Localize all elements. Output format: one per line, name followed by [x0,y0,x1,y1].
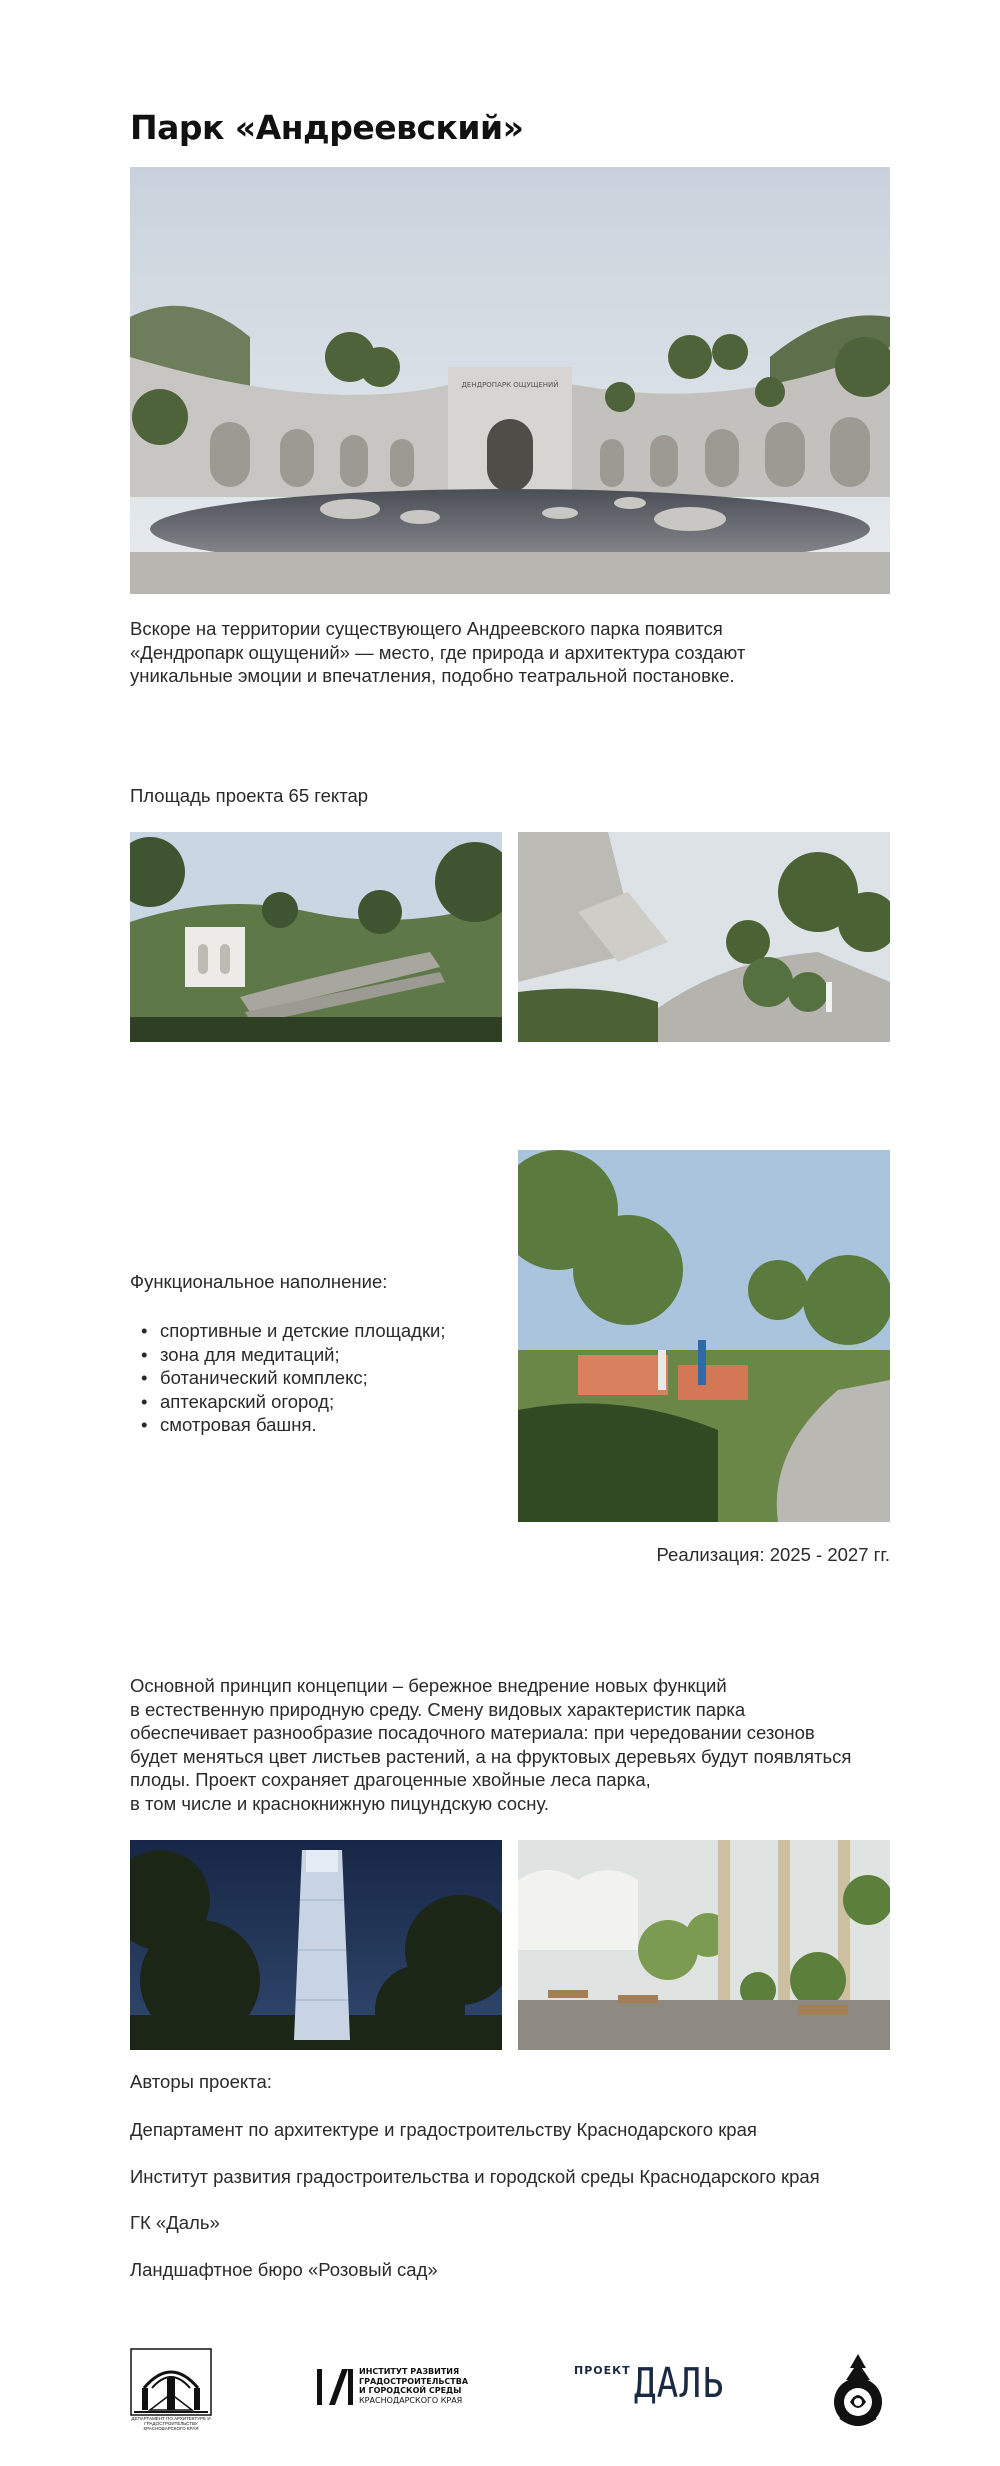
hero-image [130,167,890,594]
proekt-dal-logo-big: ДАЛЬ [634,2360,725,2408]
intro-text: Вскоре на территории существующего Андреевского парка появится «Дендропарк ощущений» — место, где природа и архитектура создают уникальные эмоции и впечатления, подобно театральной постановке. [130,618,746,686]
institute-logo-line: КРАСНОДАРСКОГО КРАЯ [359,2395,463,2405]
author-item: Департамент по архитектуре и градостроительству Краснодарского края [130,2119,757,2140]
institute-logo-line: ИНСТИТУТ РАЗВИТИЯ [359,2367,460,2376]
authors-heading: Авторы проекта: [130,2071,272,2092]
sports-area-image [518,1150,890,1522]
department-logo-caption: ДЕПАРТАМЕНТ ПО АРХИТЕКТУРЕ И ГРАДОСТРОИТЕЛЬСТВУ КРАСНОДАРСКОГО КРАЯ [131,2416,211,2430]
features-item: • аптекарский огород; [130,1390,490,1414]
features-item: • зона для медитаций; [130,1343,490,1367]
institute-logo-line: И ГОРОДСКОЙ СРЕДЫ [359,2386,462,2395]
concept-text: Основной принцип концепции – бережное внедрение новых функций в естественную природную среду. Смену видовых характеристик парка обеспечивает разнообразие посадочного материала: при чередовании сезонов будет меняться цвет листьев растений, а на фруктовых деревьях будут появляться плоды. Проект сохраняет драгоценные хвойные леса парка, в том числе и краснокнижную пицундскую сосну. [130,1675,852,1814]
author-item: Институт развития градостроительства и городской среды Краснодарского края [130,2166,820,2187]
features-list [130,1319,490,1437]
proekt-dal-logo-small: ПРОЕКТ [574,2364,631,2377]
features-item: • спортивные и детские площадки; [130,1319,490,1343]
features-heading: Функциональное наполнение: [130,1271,388,1292]
greenhouse-image [518,1840,890,2050]
amphitheater-image [130,832,502,1042]
observation-tower-image [130,1840,502,2050]
pathway-image [518,832,890,1042]
institute-logo-line: ГРАДОСТРОИТЕЛЬСТВА [359,2376,469,2386]
hero-sign: ДЕНДРОПАРК ОЩУЩЕНИЙ [461,381,559,389]
realization-text: Реализация: 2025 - 2027 гг. [656,1544,890,1565]
institute-logo [315,2365,485,2409]
area-text: Площадь проекта 65 гектар [130,785,369,806]
features-item: • ботанический комплекс; [130,1366,490,1390]
department-logo [130,2348,212,2430]
proekt-dal-logo [574,2360,734,2412]
features-item: • смотровая башня. [130,1413,490,1437]
author-item: Ландшафтное бюро «Розовый сад» [130,2259,438,2280]
page-title: Парк «Андреевский» [130,108,524,147]
author-item: ГК «Даль» [130,2212,220,2233]
rose-garden-logo [826,2352,890,2428]
